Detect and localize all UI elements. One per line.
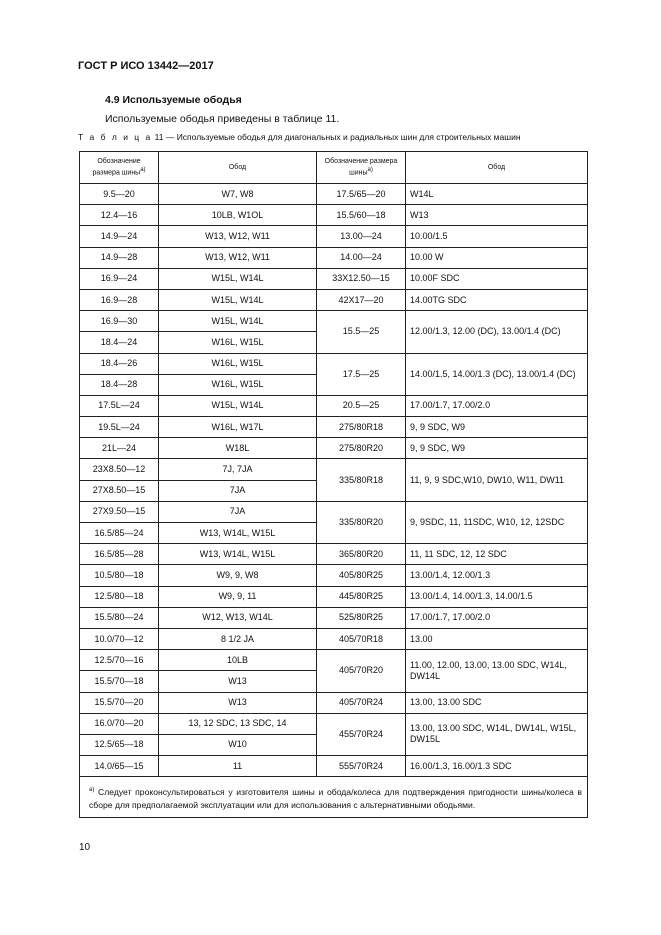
tire-size-cell: 18.4—28 [80, 374, 159, 395]
table-row [80, 650, 588, 671]
rim-cell: W16L, W15L [159, 374, 317, 395]
tire-size-cell: 405/80R25 [317, 565, 406, 586]
rim-cell: 10.00/1.5 [406, 226, 588, 247]
table-row [80, 607, 588, 628]
rim-cell: W15L, W14L [159, 268, 317, 289]
tire-size-cell: 15.5/70—20 [80, 692, 159, 713]
tire-size-cell: 12.5/65—18 [80, 734, 159, 755]
header-footnote-mark: а) [367, 167, 373, 174]
tire-size-cell: 405/70R20 [317, 650, 406, 692]
table-row [80, 565, 588, 586]
table-row [80, 205, 588, 226]
tire-size-cell: 14.0/65—15 [80, 756, 159, 777]
rim-cell: W16L, W15L [159, 332, 317, 353]
table-row [80, 289, 588, 310]
rim-cell: W10 [159, 734, 317, 755]
tire-size-cell: 12.5/70—16 [80, 650, 159, 671]
tire-size-cell: 16.5/85—28 [80, 544, 159, 565]
rim-cell: 13.00, 13.00 SDC [406, 692, 588, 713]
rims-table [79, 151, 588, 818]
tire-size-cell: 33X12.50—15 [317, 268, 406, 289]
tire-size-cell: 20.5—25 [317, 395, 406, 416]
table-row [80, 459, 588, 480]
table-row [80, 544, 588, 565]
tire-size-cell: 21L—24 [80, 438, 159, 459]
footnote-row [80, 777, 588, 818]
tire-size-cell: 525/80R25 [317, 607, 406, 628]
rim-cell: 13.00 [406, 628, 588, 649]
rim-cell: W13 [406, 205, 588, 226]
tire-size-cell: 17.5/65—20 [317, 184, 406, 205]
rim-cell: 11, 9, 9 SDC,W10, DW10, W11, DW11 [406, 459, 588, 501]
rim-cell: W13 [159, 692, 317, 713]
standard-header: ГОСТ Р ИСО 13442—2017 [78, 60, 214, 72]
rim-cell: W13, W14L, W15L [159, 544, 317, 565]
tire-size-cell: 10.0/70—12 [80, 628, 159, 649]
tire-size-cell: 16.9—30 [80, 311, 159, 332]
rim-cell: W18L [159, 438, 317, 459]
table-row [80, 247, 588, 268]
rim-cell: 7JA [159, 480, 317, 501]
table-row [80, 438, 588, 459]
tire-size-cell: 405/70R18 [317, 628, 406, 649]
rim-cell: 9, 9 SDC, W9 [406, 417, 588, 438]
tire-size-cell: 16.5/85—24 [80, 523, 159, 544]
rim-cell: 13.00/1.4, 14.00/1.3, 14.00/1.5 [406, 586, 588, 607]
rim-cell: W13, W12, W11 [159, 226, 317, 247]
rim-cell: W15L, W14L [159, 395, 317, 416]
tire-size-cell: 335/80R18 [317, 459, 406, 501]
rim-cell: W16L, W15L [159, 353, 317, 374]
tire-size-cell: 15.5/70—18 [80, 671, 159, 692]
tire-size-cell: 42X17—20 [317, 289, 406, 310]
page-number: 10 [79, 842, 91, 853]
tire-size-cell: 19.5L—24 [80, 417, 159, 438]
table-caption-text: 11 — Используемые ободья для диагональных и радиальных шин для строительных машин [154, 132, 521, 142]
table-row [80, 311, 588, 332]
section-intro: Используемые ободья приведены в таблице 11. [105, 113, 340, 125]
tire-size-cell: 14.9—28 [80, 247, 159, 268]
rim-cell: W9, 9, W8 [159, 565, 317, 586]
tire-size-cell: 13.00—24 [317, 226, 406, 247]
tire-size-cell: 335/80R20 [317, 501, 406, 543]
tire-size-cell: 18.4—24 [80, 332, 159, 353]
tire-size-cell: 405/70R24 [317, 692, 406, 713]
rim-cell: W12, W13, W14L [159, 607, 317, 628]
table-caption [78, 132, 521, 142]
table-header-row [80, 152, 588, 184]
section-title: 4.9 Используемые ободья [105, 94, 242, 106]
rim-cell: 13, 12 SDC, 13 SDC, 14 [159, 713, 317, 734]
rim-cell: W16L, W17L [159, 417, 317, 438]
tire-size-cell: 18.4—26 [80, 353, 159, 374]
rim-cell: 14.00/1.5, 14.00/1.3 (DC), 13.00/1.4 (DC) [406, 353, 588, 395]
rim-cell: 14.00TG SDC [406, 289, 588, 310]
tire-size-cell: 15.5/80—24 [80, 607, 159, 628]
rim-cell: 9, 9 SDC, W9 [406, 438, 588, 459]
tire-size-cell: 16.9—24 [80, 268, 159, 289]
table-caption-label: Т а б л и ц а [78, 132, 153, 142]
rim-cell: 11 [159, 756, 317, 777]
rim-cell: W13, W14L, W15L [159, 523, 317, 544]
tire-size-cell: 15.5—25 [317, 311, 406, 353]
rim-cell: 11, 11 SDC, 12, 12 SDC [406, 544, 588, 565]
rim-cell: W7, W8 [159, 184, 317, 205]
tire-size-cell: 16.9—28 [80, 289, 159, 310]
rim-cell: 10.00 W [406, 247, 588, 268]
table-row [80, 501, 588, 522]
rim-cell: 13.00, 13.00 SDC, W14L, DW14L, W15L, DW15L [406, 713, 588, 755]
rim-cell: W13 [159, 671, 317, 692]
rim-cell: 9, 9SDC, 11, 11SDC, W10, 12, 12SDC [406, 501, 588, 543]
table-row [80, 628, 588, 649]
rim-cell: 13.00/1.4, 12.00/1.3 [406, 565, 588, 586]
tire-size-cell: 14.00—24 [317, 247, 406, 268]
table-row [80, 713, 588, 734]
tire-size-cell: 445/80R25 [317, 586, 406, 607]
rim-cell: W14L [406, 184, 588, 205]
footnote [80, 777, 588, 818]
footnote-text: Следует проконсультироваться у изготовителя шины и обода/колеса для подтверждения пригодности шины/колеса в сборе для предполагаемой эксплуатации или для использования с альтернативными ободьями. [89, 787, 582, 810]
rim-cell: 12.00/1.3, 12.00 (DC), 13.00/1.4 (DC) [406, 311, 588, 353]
rim-cell: 16.00/1.3, 16.00/1.3 SDC [406, 756, 588, 777]
header-tire-size: Обозначение размера шины$^{а)}$ [80, 152, 159, 184]
tire-size-cell: 16.0/70—20 [80, 713, 159, 734]
table-row [80, 353, 588, 374]
tire-size-cell: 17.5L—24 [80, 395, 159, 416]
header-tire-size: Обозначение размера шины$^{а)}$ [317, 152, 406, 184]
rim-cell: W15L, W14L [159, 289, 317, 310]
footnote-mark: а) [89, 787, 95, 794]
rim-cell: 10.00F SDC [406, 268, 588, 289]
tire-size-cell: 15.5/60—18 [317, 205, 406, 226]
rim-cell: 7J, 7JA [159, 459, 317, 480]
rim-cell: W15L, W14L [159, 311, 317, 332]
table-row [80, 268, 588, 289]
rim-cell: W13, W12, W11 [159, 247, 317, 268]
tire-size-cell: 23X8.50—12 [80, 459, 159, 480]
tire-size-cell: 9.5—20 [80, 184, 159, 205]
table-row [80, 586, 588, 607]
rim-cell: 11.00, 12.00, 13.00, 13.00 SDC, W14L, DW14L [406, 650, 588, 692]
rim-cell: 17.00/1.7, 17.00/2.0 [406, 395, 588, 416]
rim-cell: 17.00/1.7, 17.00/2.0 [406, 607, 588, 628]
header-rim: Обод [406, 152, 588, 184]
table-row [80, 226, 588, 247]
rim-cell: 7JA [159, 501, 317, 522]
tire-size-cell: 455/70R24 [317, 713, 406, 755]
rim-cell: 10LB [159, 650, 317, 671]
tire-size-cell: 27X8.50—15 [80, 480, 159, 501]
tire-size-cell: 17.5—25 [317, 353, 406, 395]
tire-size-cell: 14.9—24 [80, 226, 159, 247]
tire-size-cell: 555/70R24 [317, 756, 406, 777]
tire-size-cell: 275/80R20 [317, 438, 406, 459]
rim-cell: 10LB, W1OL [159, 205, 317, 226]
tire-size-cell: 12.5/80—18 [80, 586, 159, 607]
header-rim: Обод [159, 152, 317, 184]
tire-size-cell: 275/80R18 [317, 417, 406, 438]
tire-size-cell: 12.4—16 [80, 205, 159, 226]
tire-size-cell: 365/80R20 [317, 544, 406, 565]
rim-cell: W9, 9, 11 [159, 586, 317, 607]
header-footnote-mark: а) [140, 167, 146, 174]
table-row [80, 756, 588, 777]
tire-size-cell: 10.5/80—18 [80, 565, 159, 586]
table-row [80, 395, 588, 416]
table-row [80, 692, 588, 713]
tire-size-cell: 27X9.50—15 [80, 501, 159, 522]
rim-cell: 8 1/2 JA [159, 628, 317, 649]
table-row [80, 417, 588, 438]
table-row [80, 184, 588, 205]
